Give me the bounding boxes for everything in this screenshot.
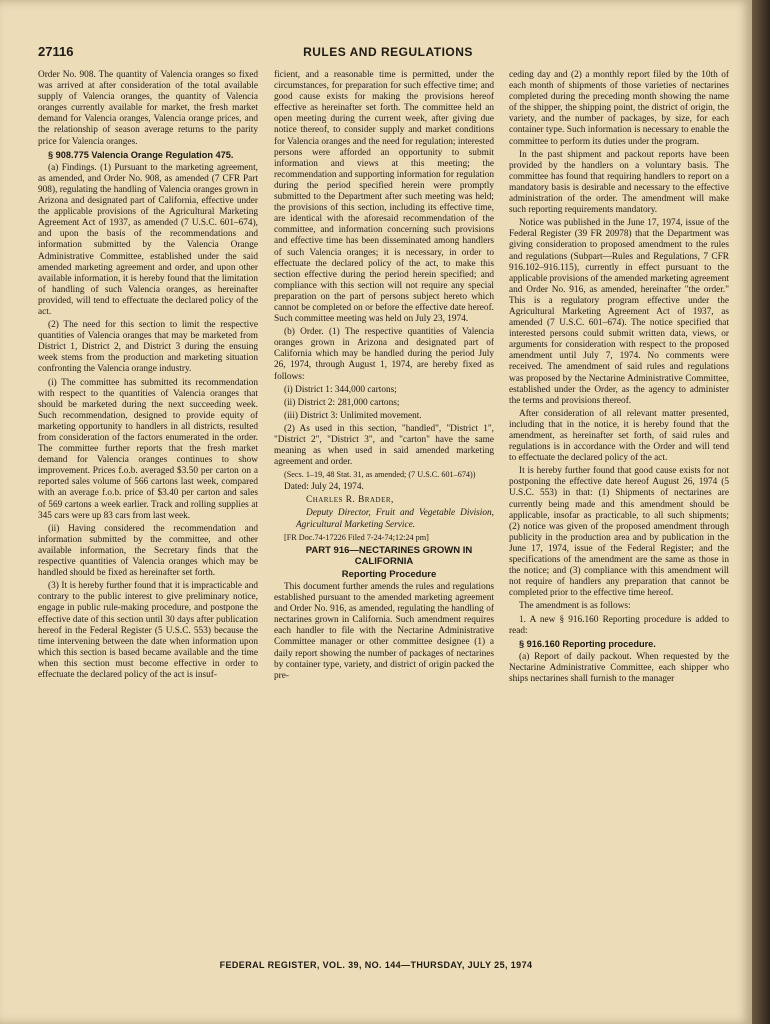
paragraph: (a) Report of daily packout. When requested by the Nectarine Administrative Committee, each shipper who ships nectarines shall furnish to the manager	[509, 651, 729, 684]
paragraph: ficient, and a reasonable time is permitted, under the circumstances, for preparation for such effective time; and good cause exists for making the provisions hereof effective as hereinafter set forth. The committee held an open meeting during the current week, after giving due notice thereof, to consider supply and market conditions for Valencia oranges and the need for regulation; interested persons were afforded an opportunity to submit information and views at this meeting; the recommendation and supporting information for regulation during the period specified herein were promptly submitted to the Department after such meeting was held; the provisions of this section, including its effective time, are identical with the aforesaid recommendation of the committee, and information concerning such provisions and effective time has been disseminated among handlers of such Valencia oranges; it is necessary, in order to effectuate the declared policy of the act, to make this section effective during the period herein specified; and compliance with this section will not require any special preparation on the part of persons subject hereto which cannot be completed on or before the effective date hereof. Such committee meeting was held on July 23, 1974.	[274, 70, 494, 325]
text-column-1	[38, 70, 258, 683]
paragraph: It is hereby further found that good cause exists for not postponing the effective date hereof August 26, 1974 (5 U.S.C. 553) in that: (1) Shipments of nectarines are currently being made and this amendment should be applicable, insofar as practicable, to all such shipments; (2) notice was given of the proposed amendment through publicity in the production area and by publication in the June 17, 1974, issue of the Federal Register; and the specifications of the amendment are the same as those in the notice; and (3) compliance with this amendment will not require of handlers any preparation that cannot be completed prior to the effective time hereof.	[509, 466, 729, 599]
section-heading: § 916.160 Reporting procedure.	[519, 638, 656, 649]
paragraph: (ii) District 2: 281,000 cartons;	[284, 397, 400, 408]
signature-title: Deputy Director, Fruit and Vegetable Division, Agricultural Marketing Service.	[296, 508, 494, 530]
paragraph: (i) The committee has submitted its recommendation with respect to the quantities of Valencia oranges that should be marketed during the next succeeding week. Such recommendation, designed to provide equity of marketing opportunity to handlers in all districts, resulted from consideration of the factors enumerated in the order. The committee further reports that the fresh market demand for Valencia oranges continues to show improvement. Prices f.o.b. averaged $3.50 per carton on a reported sales volume of 566 cartons last week, compared with an average f.o.b. price of $3.40 per carton and sales of 569 cartons a week earlier. Track and rolling supplies at 345 cars were up 83 cars from last week.	[38, 377, 258, 521]
book-spine	[752, 0, 770, 1024]
paragraph: This document further amends the rules and regulations established pursuant to the amended marketing agreement and Order No. 916, as amended, regulating the handling of nectarines grown in California. Such amendment requires each handler to file with the Nectarine Administrative Committee manager or other committee designee (1) a daily report showing the number of packages of nectarines by container type, variety, and district of origin packed the pre-	[274, 581, 494, 681]
paragraph: The amendment is as follows:	[519, 601, 631, 612]
signer-name: Charles R. Brader,	[306, 495, 394, 506]
citation-note: (Secs. 1–19, 48 Stat. 31, as amended; (7 U.S.C. 601–674))	[284, 470, 476, 480]
paragraph: (3) It is hereby further found that it is impracticable and contrary to the public interest to give preliminary notice, engage in public rule-making procedure, and postpone the effective date of this section until 30 days after publication hereof in the Federal Register (5 U.S.C. 553) because the time intervening between the date when information upon which this section is based became available and the time when this section must become effective in order to effectuate the declared policy of the act is insuf-	[38, 581, 258, 680]
paragraph: (b) Order. (1) The respective quantities of Valencia oranges grown in Arizona and designated part of California which may be handled during the period July 26, 1974, through August 1, 1974, are hereby fixed as follows:	[274, 327, 494, 382]
signature-name	[274, 495, 494, 506]
paragraph: (2) The need for this section to limit the respective quantities of Valencia oranges that may be marketed from District 1, District 2, and District 3 during the ensuing week stems from the production and marketing situation confronting the Valencia orange industry.	[38, 320, 258, 375]
paragraph: (i) District 1: 344,000 cartons;	[284, 384, 397, 395]
paragraph: Notice was published in the June 17, 1974, issue of the Federal Register (39 FR 20978) that the Department was giving consideration to proposed amendment to the rules and regulations (Subpart—Rules and Regulations, 7 CFR 916.102–916.115), currently in effect pursuant to the applicable provisions of the amended marketing agreement and Order No. 916, as amended, hereinafter "the order." This is a regulatory program effective under the Agricultural Marketing Agreement Act of 1937, as amended (7 U.S.C. 601–674). The notice specified that interested persons could submit written data, views, or arguments for consideration with respect to the proposed amendment until July 7, 1974. No comments were received. The amendment of said rules and regulations was proposed by the Nectarine Administrative Committee, established under the Order, as the agency to administer the terms and provisions thereof.	[509, 218, 729, 406]
paragraph: After consideration of all relevant matter presented, including that in the notice, it is hereby found that the amendment, as hereinafter set forth, of said rules and regulations is in accordance with the Order and will tend to effectuate the declared policy of the act.	[509, 408, 729, 464]
part-heading: PART 916—NECTARINES GROWN IN CALIFORNIA	[305, 544, 473, 567]
page-header	[38, 44, 738, 64]
section-heading: § 908.775 Valencia Orange Regulation 475.	[48, 149, 234, 160]
paragraph: Dated: July 24, 1974.	[284, 482, 364, 493]
subheading: Reporting Procedure	[341, 568, 437, 580]
paragraph: 1. A new § 916.160 Reporting procedure is added to read:	[509, 614, 729, 636]
page-footer: FEDERAL REGISTER, VOL. 39, NO. 144—THURSDAY, JULY 25, 1974	[219, 960, 533, 970]
text-column-3	[509, 70, 729, 687]
running-head: RULES AND REGULATIONS	[303, 45, 473, 59]
paragraph: (ii) Having considered the recommendation and information submitted by the committee, and other available information, the Secretary finds that the respective quantities of Valencia oranges which may be handled should be fixed as hereinafter set forth.	[38, 523, 258, 579]
citation-note: [FR Doc.74-17226 Filed 7-24-74;12:24 pm]	[284, 532, 429, 542]
page-number: 27116	[38, 44, 74, 59]
paragraph: Order No. 908. The quantity of Valencia oranges so fixed was arrived at after consideration of the total available supply of Valencia oranges, the quantity of Valencia oranges currently available for market, the fresh market demand for Valencia oranges, Valencia orange prices, and the relationship of season average returns to the parity price for Valencia oranges.	[38, 70, 258, 147]
text-column-2	[274, 70, 494, 684]
paragraph: (a) Findings. (1) Pursuant to the marketing agreement, as amended, and Order No. 908, as amended (7 CFR Part 908), regulating the handling of Valencia oranges grown in Arizona and designated part of California, effective under the applicable provisions of the Agricultural Marketing Agreement Act of 1937, as amended (7 U.S.C. 601–674), and upon the basis of the recommendations and information submitted by the Valencia Orange Administrative Committee, established under the said amended marketing agreement and order, and upon other available information, it is hereby found that the limitation of handling of such Valencia oranges, as hereinafter provided, will tend to effectuate the declared policy of the act.	[38, 162, 258, 317]
paragraph: In the past shipment and packout reports have been provided by the handlers on a voluntary basis. The committee has found that requiring handlers to report on a mandatory basis is desirable and necessary to the effective administration of the order. The amendment will make such reporting requirements mandatory.	[509, 149, 729, 216]
paragraph: (iii) District 3: Unlimited movement.	[284, 410, 422, 421]
paragraph: ceding day and (2) a monthly report filed by the 10th of each month of shipments of those varieties of nectarines completed during the preceding month showing the name of the shipper, the shipping point, the district of origin, the variety, and the number of packages, by size, for each container type. Such information is necessary to enable the committee to perform its duties under the program.	[509, 70, 729, 147]
paragraph: (2) As used in this section, "handled", "District 1", "District 2", "District 3", and "carton" have the same meaning as when used in said amended marketing agreement and order.	[274, 423, 494, 468]
